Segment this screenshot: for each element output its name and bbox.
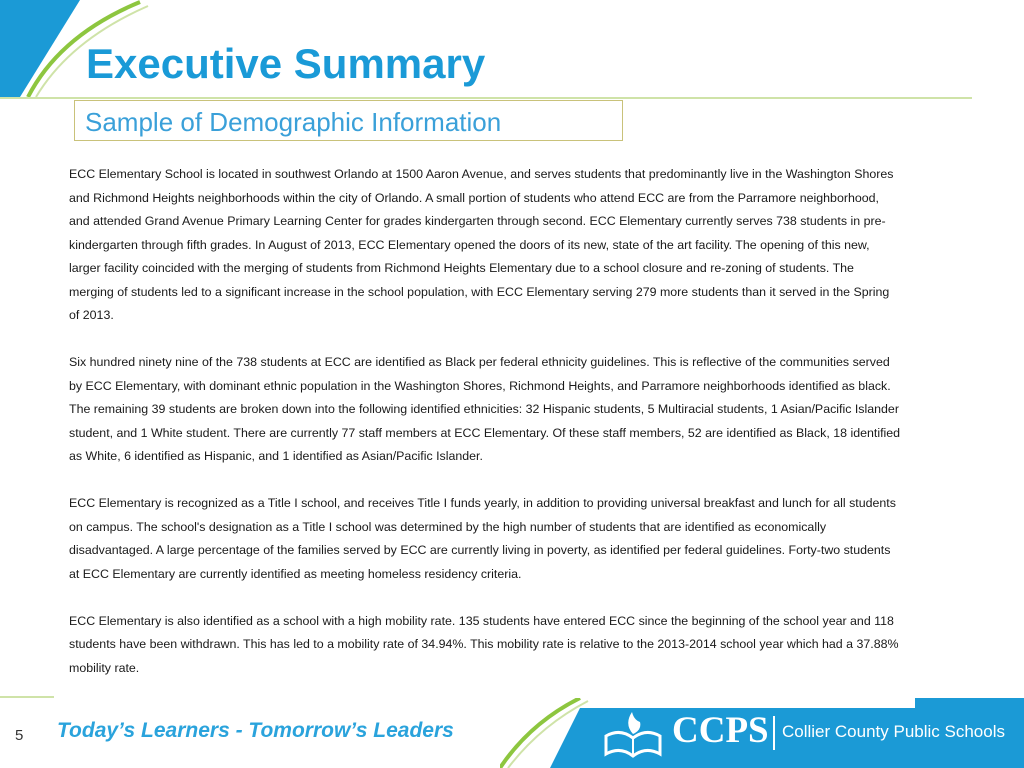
summary-body: [69, 163, 901, 704]
page-title: Executive Summary: [86, 40, 486, 87]
paragraph-location: ECC Elementary School is located in southwest Orlando at 1500 Aaron Avenue, and serves students that predominantly live in the Washington Shores and Richmond Heights neighborhoods within the city of Orlando. A small portion of students who attend ECC are from the Parramore neighborhood, and attended Grand Avenue Primary Learning Center for grades kindergarten through second. ECC Elementary currently serves 738 students in pre-kindergarten through fifth grades. In August of 2013, ECC Elementary opened the doors of its new, state of the art facility. The opening of this new, larger facility coincided with the merging of students from Richmond Heights Elementary due to a school closure and re-zoning of students. The merging of students led to a significant increase in the school population, with ECC Elementary serving 279 more students than it served in the Spring of 2013.: [69, 167, 894, 322]
footer-divider: [0, 696, 54, 698]
paragraph-title-i: ECC Elementary is recognized as a Title I school, and receives Title I funds yearly, in addition to providing universal breakfast and lunch for all students on campus. The school's designation as a Title I school was determined by the high number of students that are identified as economically disadvantaged. A large percentage of the families served by ECC are currently living in poverty, as identified per federal guidelines. Forty-two students at ECC Elementary are currently identified as meeting homeless residency criteria.: [69, 496, 896, 581]
paragraph-mobility: ECC Elementary is also identified as a school with a high mobility rate. 135 students have entered ECC since the beginning of the school year and 118 students have been withdrawn. This has led to a mobility rate of 34.94%. This mobility rate is relative to the 2013-2014 school year which had a 37.88% mobility rate.: [69, 613, 899, 675]
ccps-logo-subtitle: Collier County Public Schools: [782, 722, 1005, 741]
book-flame-icon: [600, 706, 666, 762]
page-subtitle: Sample of Demographic Information: [85, 107, 502, 137]
footer-tagline: Today’s Learners - Tomorrow’s Leaders: [57, 719, 454, 742]
page-number: 5: [15, 727, 24, 744]
title-divider: [0, 97, 972, 99]
ccps-logo-text: CCPS: [672, 710, 769, 751]
logo-divider: [773, 716, 775, 750]
paragraph-ethnicity: Six hundred ninety nine of the 738 students at ECC are identified as Black per federal ethnicity guidelines. This is reflective of the communities served by ECC Elementary, with dominant ethnic population in the Washington Shores, Richmond Heights, and Parramore neighborhoods identified as black. The remaining 39 students are broken down into the following identified ethnicities: 32 Hispanic students, 5 Multiracial students, 1 Asian/Pacific Islander student, and 1 White student. There are currently 77 staff members at ECC Elementary. Of these staff members, 52 are identified as Black, 18 identified as White, 6 identified as Hispanic, and 1 identified as Asian/Pacific Islander.: [69, 355, 901, 463]
subtitle-box: [74, 100, 623, 141]
